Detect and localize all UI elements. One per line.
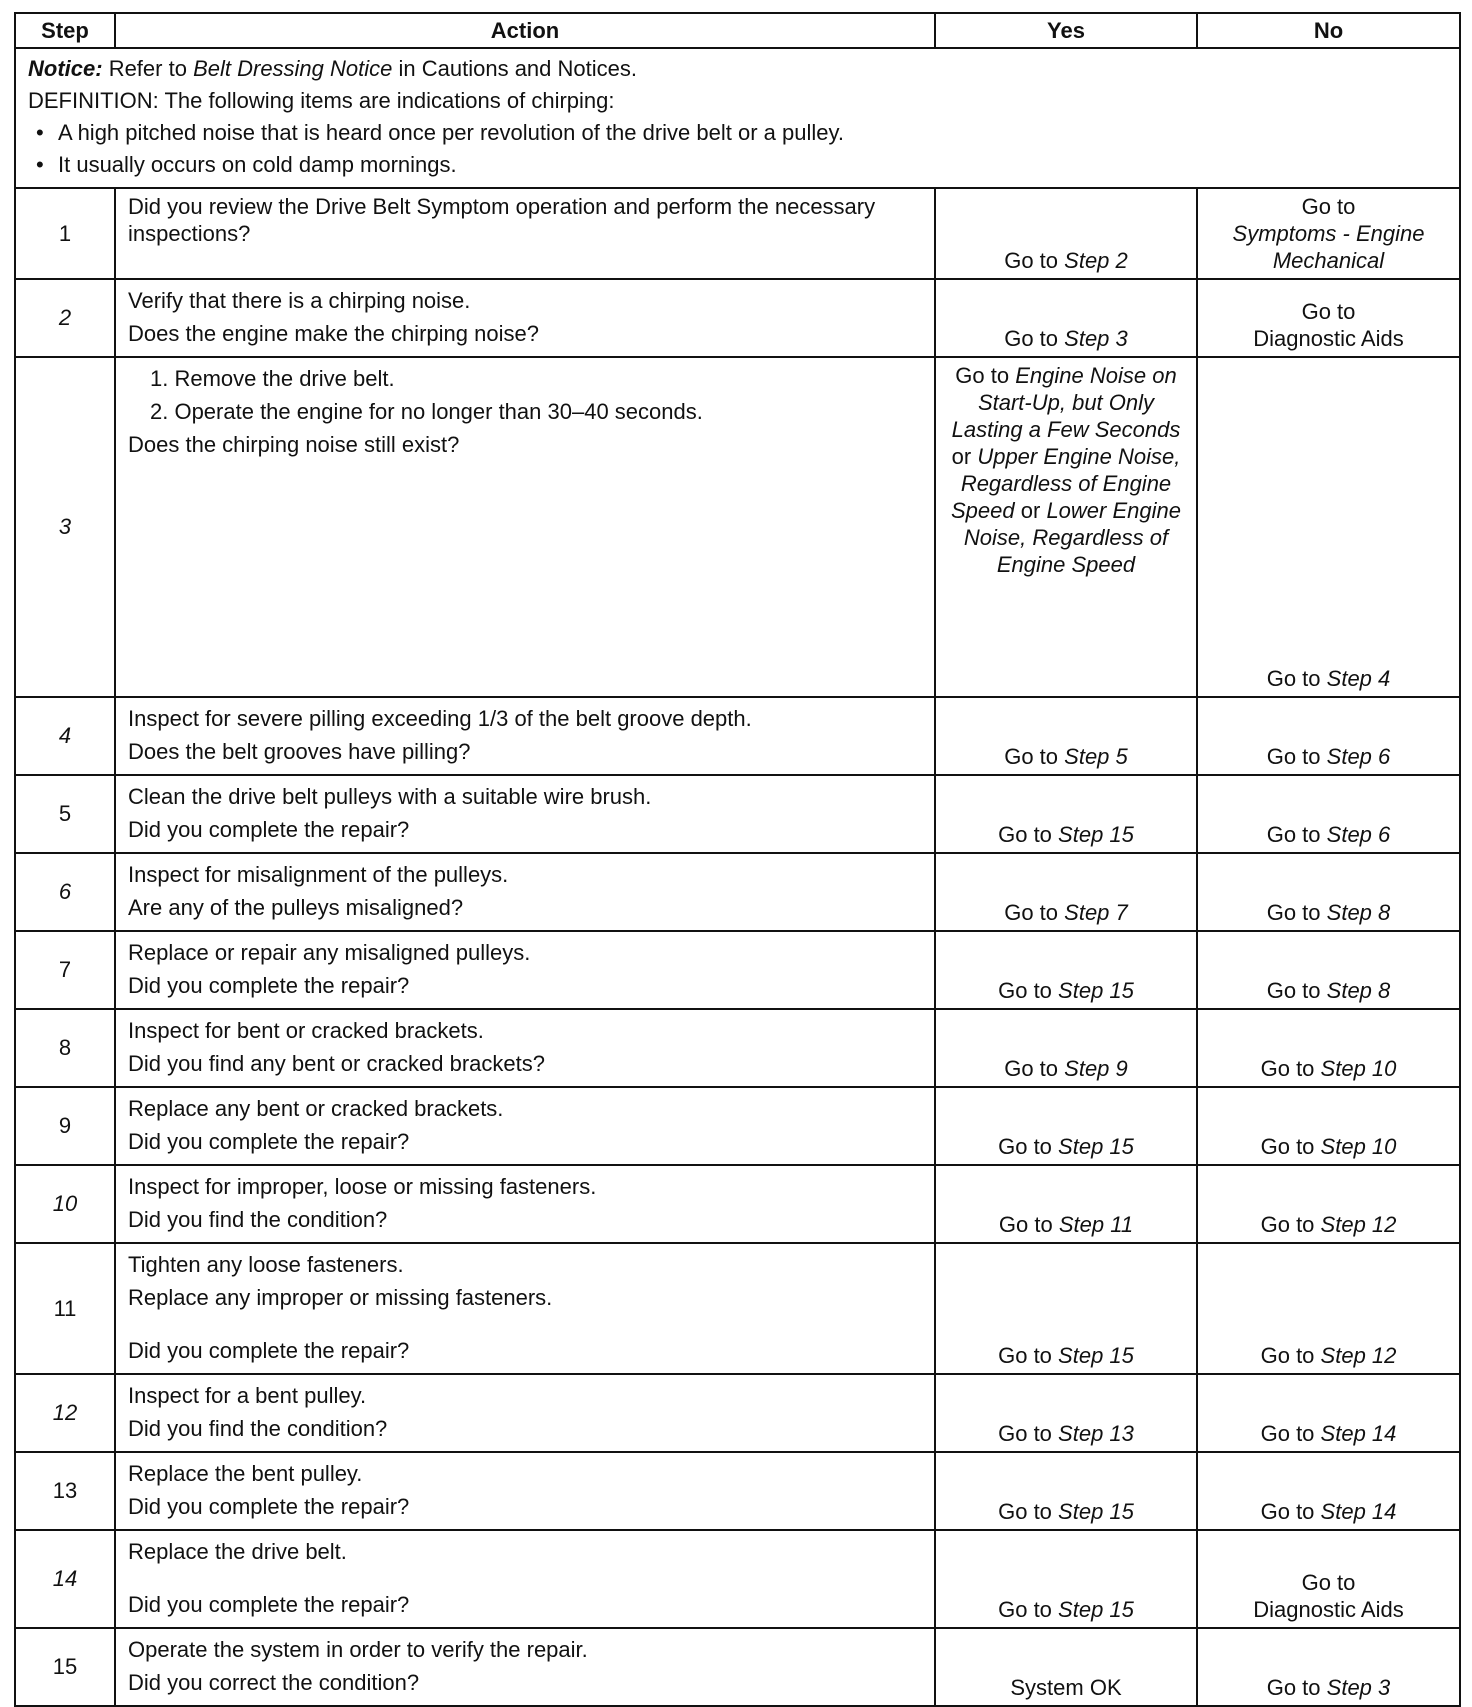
no-step-ref: Step 12 [1320,1343,1397,1368]
no-step-ref: Step 6 [1326,822,1391,847]
yes-cell [935,357,1197,697]
step-number: 9 [15,1087,115,1165]
action-cell [115,775,935,853]
table-row [15,1628,1460,1706]
action-line: Verify that there is a chirping noise. [128,288,471,313]
action-line: Does the belt grooves have pilling? [128,739,471,764]
no-cell [1197,775,1460,853]
action-line: Replace any improper or missing fasteners. [128,1285,553,1310]
table-row [15,279,1460,357]
no-go-to: Go to [1266,900,1321,925]
action-cell [115,853,935,931]
table-row [15,1530,1460,1628]
yes-step-ref: Step 3 [1064,326,1128,351]
no-go-to: Go to [1260,1056,1315,1081]
action-cell [115,697,935,775]
step-number: 14 [15,1530,115,1628]
yes-go-to: Go to [998,978,1052,1003]
action-line: Did you find any bent or cracked brackets? [128,1051,546,1076]
no-step-ref: Step 8 [1326,978,1391,1003]
header-step: Step [15,13,115,48]
yes-cell [935,1374,1197,1452]
table-row [15,1087,1460,1165]
action-line: Replace the bent pulley. [128,1461,363,1486]
table-row [15,853,1460,931]
no-step-ref: Step 10 [1320,1056,1397,1081]
no-step-ref: Step 8 [1326,900,1391,925]
yes-go-to: Go to [998,1343,1052,1368]
yes-plain: System OK [1010,1675,1122,1700]
yes-step-ref: Step 15 [1058,978,1134,1003]
yes-go-to: Go to [1004,248,1059,273]
spacer [128,1568,922,1588]
no-go-to: Go to [1266,978,1321,1003]
yes-cell [935,1009,1197,1087]
notice-cell [15,48,1460,188]
action-cell [115,1530,935,1628]
action-cell [115,1009,935,1087]
yes-step-ref: Lower Engine Noise, Regardless of Engine Speed [963,498,1181,577]
yes-step-ref: Step 13 [1058,1421,1134,1446]
action-line: Inspect for severe pilling exceeding 1/3 of the belt groove depth. [128,706,752,731]
yes-step-ref: Step 7 [1064,900,1128,925]
yes-or: or [1020,498,1041,523]
header-row [15,13,1460,48]
no-cell [1197,853,1460,931]
action-line: Tighten any loose fasteners. [128,1252,404,1277]
yes-step-ref: Step 9 [1064,1056,1128,1081]
yes-cell [935,279,1197,357]
step-number: 1 [15,188,115,279]
yes-go-to: Go to [998,1597,1052,1622]
no-go-to: Go to [1260,1134,1315,1159]
action-line: Did you complete the repair? [128,973,410,998]
step-number: 12 [15,1374,115,1452]
no-cell [1197,1087,1460,1165]
yes-cell [935,775,1197,853]
yes-or: or [951,444,972,469]
definition-bullet: • A high pitched noise that is heard once per revolution of the drive belt or a pulley. [58,117,1447,149]
action-line: Did you complete the repair? [128,1129,410,1154]
yes-step-ref: Step 5 [1064,744,1128,769]
header-yes: Yes [935,13,1197,48]
action-line: Inspect for bent or cracked brackets. [128,1018,484,1043]
action-cell [115,357,935,697]
action-line: Did you correct the condition? [128,1670,420,1695]
no-go-to: Go to [1266,1675,1321,1700]
action-cell [115,188,935,279]
yes-cell [935,853,1197,931]
action-cell [115,1243,935,1374]
action-cell [115,1452,935,1530]
yes-step-ref: Step 2 [1064,248,1128,273]
diagnostic-table [14,12,1461,1707]
step-number: 7 [15,931,115,1009]
yes-go-to: Go to [998,822,1052,847]
step-number: 8 [15,1009,115,1087]
action-line: 2. Operate the engine for no longer than 30–40 seconds. [150,399,703,424]
action-line: Did you complete the repair? [128,1592,410,1617]
no-go-to: Go to [1266,822,1321,847]
definition-list [28,117,1447,181]
yes-go-to: Go to [998,1212,1053,1237]
action-cell [115,1165,935,1243]
definition-text: DEFINITION: The following items are indications of chirping: [28,88,615,113]
table-row [15,1009,1460,1087]
yes-step-ref: Step 15 [1058,1343,1134,1368]
no-go-to: Go to [1266,666,1321,691]
no-go-to: Go to [1301,1570,1356,1595]
action-line: Did you find the condition? [128,1207,388,1232]
no-step-ref: Step 3 [1326,1675,1391,1700]
no-cell [1197,279,1460,357]
no-go-to: Go to [1260,1343,1315,1368]
no-cell [1197,1628,1460,1706]
no-step-ref: Step 14 [1320,1421,1397,1446]
no-go-to: Go to [1266,744,1321,769]
action-cell [115,931,935,1009]
yes-go-to: Go to [1004,1056,1059,1081]
no-go-to: Go to [1301,299,1356,324]
no-step-ref: Step 6 [1326,744,1391,769]
step-number: 3 [15,357,115,697]
step-number: 5 [15,775,115,853]
action-line: Replace the drive belt. [128,1539,347,1564]
step-number: 4 [15,697,115,775]
yes-cell [935,1530,1197,1628]
table-row [15,188,1460,279]
step-number: 13 [15,1452,115,1530]
notice-ref: Belt Dressing Notice [193,56,393,81]
no-cell [1197,1452,1460,1530]
yes-cell [935,931,1197,1009]
yes-go-to: Go to [1004,744,1059,769]
yes-step-ref: Step 11 [1058,1212,1134,1237]
table-row [15,1452,1460,1530]
action-line: Clean the drive belt pulleys with a suitable wire brush. [128,784,652,809]
yes-cell [935,188,1197,279]
step-number: 10 [15,1165,115,1243]
table-row [15,357,1460,697]
steps-body [15,188,1460,1706]
action-cell [115,1628,935,1706]
table-row [15,775,1460,853]
step-number: 11 [15,1243,115,1374]
table-row [15,1243,1460,1374]
notice-text-post: in Cautions and Notices. [398,56,637,81]
yes-step-ref: Step 15 [1058,1134,1134,1159]
no-cell [1197,357,1460,697]
header-action: Action [115,13,935,48]
action-line: Replace or repair any misaligned pulleys. [128,940,531,965]
definition-bullet: • It usually occurs on cold damp mornings. [58,149,1447,181]
step-number: 6 [15,853,115,931]
yes-cell [935,1087,1197,1165]
notice-row [15,48,1460,188]
yes-step-ref: Step 15 [1058,822,1134,847]
yes-cell [935,1628,1197,1706]
notice-text-pre: Refer to [108,56,187,81]
no-step-ref: Step 12 [1320,1212,1397,1237]
yes-step-ref: Step 15 [1058,1597,1134,1622]
table-row [15,931,1460,1009]
action-line: Did you complete the repair? [128,1338,410,1363]
notice-line [28,53,1447,85]
action-line: Did you complete the repair? [128,817,410,842]
action-line: Does the chirping noise still exist? [128,432,460,457]
notice-label: Notice: [28,56,103,81]
no-go-to: Go to [1260,1499,1315,1524]
no-cell [1197,1165,1460,1243]
no-cell [1197,1243,1460,1374]
no-plain: Diagnostic Aids [1253,326,1404,351]
action-line: Operate the system in order to verify the repair. [128,1637,588,1662]
yes-cell [935,1243,1197,1374]
yes-step-ref: Step 15 [1058,1499,1134,1524]
spacer [128,1314,922,1334]
action-line: Did you complete the repair? [128,1494,410,1519]
yes-cell [935,1452,1197,1530]
no-cell [1197,931,1460,1009]
step-number: 2 [15,279,115,357]
action-line: Did you find the condition? [128,1416,388,1441]
yes-go-to: Go to [1004,326,1059,351]
action-cell [115,279,935,357]
no-cell [1197,697,1460,775]
header-no: No [1197,13,1460,48]
table-row [15,1165,1460,1243]
action-line: Inspect for misalignment of the pulleys. [128,862,509,887]
no-go-to: Go to [1260,1421,1315,1446]
yes-go-to: Go to [955,363,1010,388]
no-go-to: Go to [1260,1212,1315,1237]
yes-go-to: Go to [998,1134,1052,1159]
yes-cell [935,697,1197,775]
action-line: Does the engine make the chirping noise? [128,321,539,346]
no-step-ref: Symptoms - Engine Mechanical [1232,221,1425,273]
yes-go-to: Go to [998,1421,1052,1446]
action-line: Did you review the Drive Belt Symptom operation and perform the necessary inspections? [128,194,876,246]
table-row [15,1374,1460,1452]
step-number: 15 [15,1628,115,1706]
action-line: Are any of the pulleys misaligned? [128,895,464,920]
no-plain: Diagnostic Aids [1253,1597,1404,1622]
no-step-ref: Step 14 [1320,1499,1397,1524]
action-line: Replace any bent or cracked brackets. [128,1096,504,1121]
no-step-ref: Step 10 [1320,1134,1397,1159]
yes-go-to: Go to [1004,900,1059,925]
no-go-to: Go to [1301,194,1356,219]
yes-cell [935,1165,1197,1243]
action-cell [115,1087,935,1165]
no-cell [1197,188,1460,279]
action-cell [115,1374,935,1452]
yes-step-ref: Engine Noise on Start-Up, but Only Lasting a Few Seconds [951,363,1181,442]
yes-step-ref: Upper Engine Noise, Regardless of Engine Speed [951,444,1181,523]
action-line: 1. Remove the drive belt. [150,366,395,391]
yes-go-to: Go to [998,1499,1052,1524]
table-row [15,697,1460,775]
no-step-ref: Step 4 [1326,666,1391,691]
no-cell [1197,1374,1460,1452]
action-line: Inspect for improper, loose or missing fasteners. [128,1174,597,1199]
no-cell [1197,1530,1460,1628]
no-cell [1197,1009,1460,1087]
action-line: Inspect for a bent pulley. [128,1383,367,1408]
